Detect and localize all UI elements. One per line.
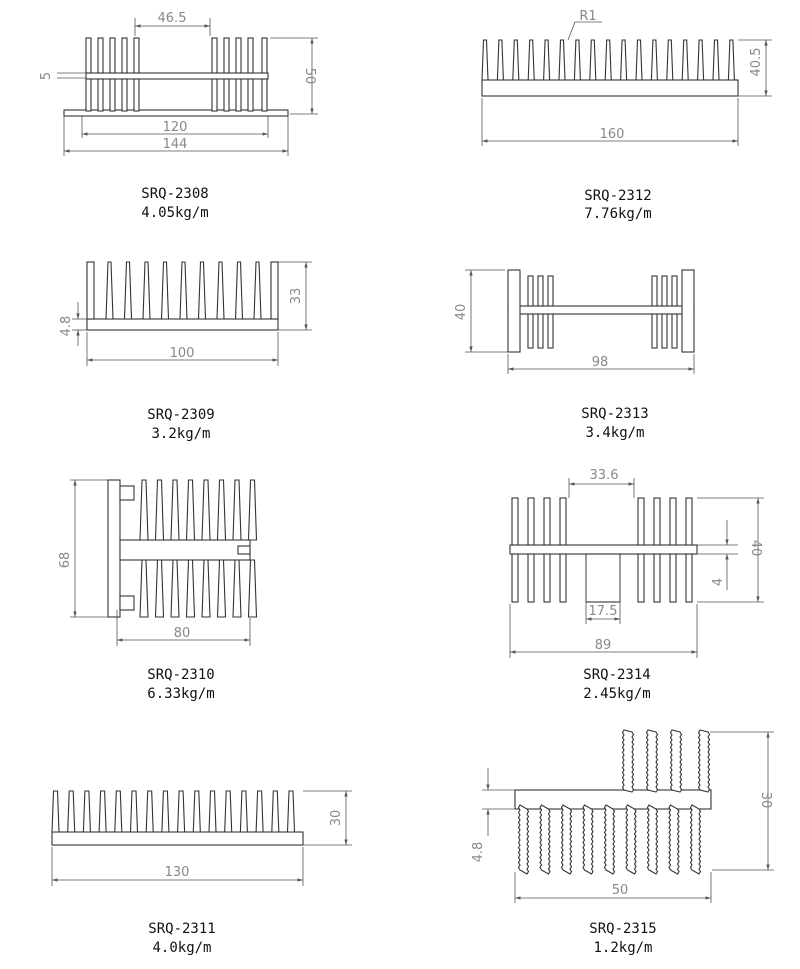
heatsink-fin [654,498,660,545]
heatsink-fin [199,262,206,319]
dim-label: 33.6 [589,468,619,483]
heatsink-fin [236,79,241,111]
heatsink-fin [125,262,132,319]
heatsink-fin [544,554,550,602]
heatsink-fin [52,791,59,832]
dim-label: 40 [748,539,763,557]
profile-drawing-2311 [52,791,303,845]
profile-weight: 3.2kg/m [151,426,211,442]
heatsink-fin [698,40,704,80]
profile-code: SRQ-2315 [589,921,657,937]
heatsink-fin [574,40,580,80]
profile-code: SRQ-2314 [583,667,651,683]
heatsink-fin [209,791,216,832]
dim-label: 144 [162,137,188,152]
heatsink-fin [528,314,533,348]
heatsink-fin [256,791,263,832]
heatsink-fin [528,40,534,80]
heatsink-fin [86,79,91,111]
dim-label: 50 [302,67,317,85]
heatsink-fin [131,791,138,832]
heatsink-fin [670,498,676,545]
heatsink-fin [512,554,518,602]
heatsink-fin [544,40,550,80]
profile-code: SRQ-2308 [141,186,209,202]
dim-label: 80 [173,626,191,641]
heatsink-fin [626,805,636,874]
heatsink-fin [528,554,534,602]
profile-drawing-2310 [108,480,257,617]
profile-drawing-2309 [87,262,278,330]
profile-weight: 4.0kg/m [152,940,212,956]
profile-drawing-2314 [510,498,697,602]
heatsink-fin [140,560,148,617]
profile-srq-2311 [52,791,352,956]
heatsink-fin [248,38,253,73]
profile-drawing-2313 [508,270,694,352]
dim-label: 68 [58,551,73,569]
center-plate [508,306,694,314]
heatsink-fin [187,480,195,540]
profile-weight: 4.05kg/m [141,205,209,221]
heatsink-fin [672,276,677,306]
dim-label: 40 [454,303,469,321]
profile-weight: 1.2kg/m [593,940,653,956]
heatsink-fin [647,730,658,792]
heatsink-fin [562,805,572,874]
dim-label: 4.8 [471,841,486,863]
heatsink-fin [171,560,179,617]
heatsink-fin [146,791,153,832]
dim-label: 4 [711,577,726,587]
heatsink-fin [106,262,113,319]
heatsink-fin [513,40,519,80]
heatsink-fin [236,38,241,73]
center-plate [86,73,268,79]
heatsink-fin [143,262,150,319]
heatsink-fin [605,805,615,874]
dim-label: 5 [39,71,54,81]
heatsink-fin [212,38,217,73]
heatsink-fin [248,79,253,111]
dimensions-2308 [39,11,318,156]
heatsink-fin [691,805,701,874]
heatsink-fin [548,314,553,348]
heatsink-fin [171,480,179,540]
profile-code: SRQ-2313 [581,406,649,422]
heatsink-fin [482,40,488,80]
heatsink-fin [528,276,533,306]
mount-rail [108,480,120,617]
dim-label: 17.5 [588,604,618,619]
heatsink-fin [686,498,692,545]
heatsink-fin [623,730,634,792]
heatsink-fin [225,791,232,832]
heatsink-fin [98,38,103,73]
mount-slot [120,486,134,500]
heatsink-fin [728,40,734,80]
heatsink-fin [122,38,127,73]
heatsink-fin [99,791,106,832]
profile-srq-2312 [482,9,772,222]
heatsink-fin [254,262,261,319]
heatsink-fin [519,805,529,874]
heatsink-fin [202,480,210,540]
heatsink-fin [180,262,187,319]
heatsink-fin [249,560,257,617]
heatsink-fin [218,560,226,617]
heatsink-fin [638,554,644,602]
heatsink-fin [162,791,169,832]
heatsink-fin [669,805,679,874]
heatsink-fin [122,79,127,111]
profile-code: SRQ-2312 [584,188,652,204]
heatsink-fin [670,554,676,602]
profile-srq-2314 [510,468,764,702]
side-wall [508,270,520,352]
heatsink-fin [636,40,642,80]
side-wall [682,270,694,352]
heatsink-fin [621,40,627,80]
heatsink-fin [583,805,593,874]
heatsink-fin [654,554,660,602]
dim-label: 160 [599,127,625,142]
dim-label: R1 [579,9,597,24]
heatsink-fin [528,498,534,545]
profile-weight: 3.4kg/m [585,425,645,441]
heatsink-fin [262,38,267,73]
profile-weight: 6.33kg/m [147,686,215,702]
heatsink-fin [638,498,644,545]
heatsink-fin [699,730,710,792]
heatsink-fin [156,560,164,617]
heatsink-fin [262,79,267,111]
heatsink-fin [538,276,543,306]
heatsink-fin [672,314,677,348]
dim-label: 100 [169,346,195,361]
heatsink-fin [156,480,164,540]
heatsink-fin [648,805,658,874]
dim-label: 40.5 [749,47,764,77]
heatsink-fin [544,498,550,545]
heatsink-fin [178,791,185,832]
heatsink-fin [662,314,667,348]
dim-label: 46.5 [157,11,187,26]
profile-code: SRQ-2309 [147,407,215,423]
base-plate [482,80,738,96]
heatsink-fin [110,79,115,111]
profile-srq-2310 [58,480,257,702]
heatsink-fin [83,791,90,832]
mount-slot [120,596,134,610]
profile-drawing-2315 [515,730,711,874]
heatsink-fin [652,314,657,348]
heatsink-fin [590,40,596,80]
heatsink-fin [224,79,229,111]
profile-code: SRQ-2310 [147,667,215,683]
heatsink-fin [87,262,94,319]
heatsink-fin [233,480,241,540]
heatsink-fin [162,262,169,319]
base-plate [52,832,303,845]
dim-label: 30 [329,809,344,827]
heatsink-fin [497,40,503,80]
profile-code: SRQ-2311 [148,921,216,937]
profile-weight: 7.76kg/m [584,206,652,222]
profile-drawing-2308 [64,38,288,116]
heatsink-fin [217,262,224,319]
profile-drawing-2312 [482,40,738,96]
heatsink-fin [140,480,148,540]
heatsink-fin [272,791,279,832]
heatsink-fin [548,276,553,306]
heatsink-fin [713,40,719,80]
heatsink-fin [233,560,241,617]
heatsink-fin [271,262,278,319]
profile-srq-2315 [471,730,774,956]
dim-label: 50 [611,883,629,898]
dim-label: 120 [162,120,188,135]
profile-srq-2313 [454,270,694,441]
heatsink-fin [187,560,195,617]
heatsink-fin [652,276,657,306]
heatsink-fin [236,262,243,319]
dim-label: 4.8 [59,315,74,337]
profile-weight: 2.45kg/m [583,686,651,702]
heatsink-fin [134,38,139,73]
heatsink-fin [249,480,257,540]
heatsink-fin [560,498,566,545]
heatsink-fin [540,805,550,874]
profile-srq-2309 [59,262,312,442]
dim-label: 130 [164,865,190,880]
heatsink-fin [651,40,657,80]
heatsink-fin [605,40,611,80]
heatsink-fin [512,498,518,545]
center-plate [510,545,697,554]
heatsink-fin [671,730,682,792]
dimensions-2313 [454,270,694,374]
center-channel [586,554,620,602]
heatsink-fin [212,79,217,111]
heatsink-fin [86,38,91,73]
heatsink-fin [682,40,688,80]
heatsink-fin [686,554,692,602]
profile-srq-2308 [39,11,318,221]
heatsink-fin [68,791,75,832]
heatsink-fin [224,38,229,73]
heatsink-fin [667,40,673,80]
heatsink-fin [538,314,543,348]
heatsink-fin [559,40,565,80]
heatsink-fin [288,791,295,832]
center-web [120,540,250,560]
dim-label: 33 [289,287,304,305]
dim-label: 30 [758,791,773,809]
heatsink-fin [98,79,103,111]
heatsink-fin [193,791,200,832]
heatsink-fin [218,480,226,540]
key-notch [238,546,250,554]
heatsink-fin [115,791,122,832]
heatsink-fin [560,554,566,602]
heatsink-fin [240,791,247,832]
dim-label: 89 [594,638,612,653]
heatsink-fin [662,276,667,306]
dim-label: 98 [591,355,609,370]
heatsink-fin [202,560,210,617]
heatsink-fin [110,38,115,73]
heatsink-fin [134,79,139,111]
base-plate [87,319,278,330]
